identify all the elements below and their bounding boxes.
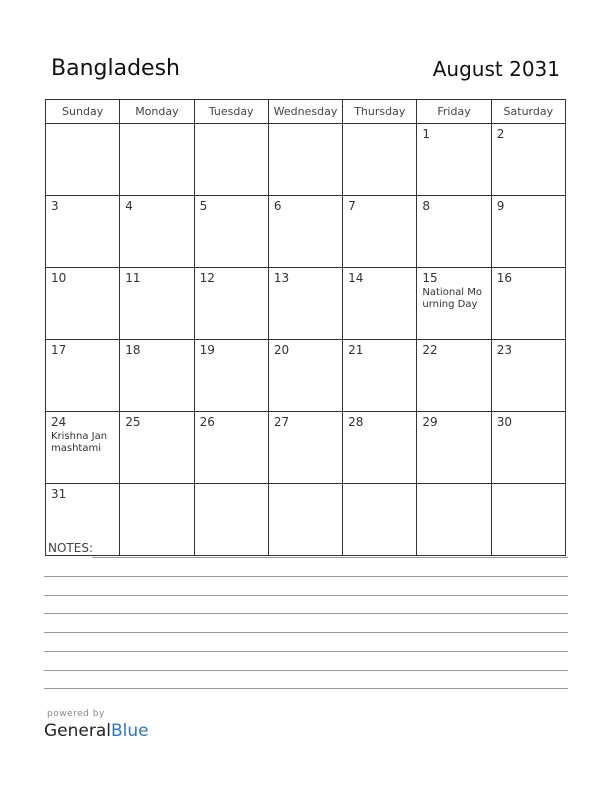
- day-cell: [120, 196, 194, 268]
- day-cell: [120, 412, 194, 484]
- day-number: 10: [51, 271, 67, 285]
- month-year-title: August 2031: [432, 57, 560, 81]
- day-number: 15: [422, 271, 438, 285]
- notes-line: [44, 651, 568, 652]
- day-cell: [46, 124, 120, 196]
- brand-general-text: General: [44, 721, 111, 741]
- day-number: 23: [496, 343, 512, 357]
- week-row: [46, 196, 566, 268]
- day-cell: [491, 196, 565, 268]
- day-cell: [491, 268, 565, 340]
- day-number: 20: [273, 343, 290, 357]
- weekday-header: Tuesday: [194, 100, 268, 124]
- day-number: 18: [125, 343, 141, 357]
- day-number: 6: [273, 199, 282, 213]
- weekday-header: Sunday: [46, 100, 120, 124]
- calendar-grid: [45, 99, 566, 556]
- holiday-label: National Mourning Day: [422, 287, 483, 310]
- day-cell: [194, 196, 268, 268]
- day-cell: [491, 124, 565, 196]
- day-cell: [268, 484, 342, 556]
- day-number: 29: [422, 415, 438, 429]
- day-cell: [120, 484, 194, 556]
- week-row: [46, 268, 566, 340]
- day-number: 16: [496, 271, 512, 285]
- day-number: 26: [199, 415, 215, 429]
- day-cell: [417, 412, 491, 484]
- day-number: 31: [51, 487, 67, 501]
- day-cell: [343, 268, 417, 340]
- day-number: 27: [273, 415, 290, 429]
- day-cell: [268, 124, 342, 196]
- notes-line: [44, 613, 568, 614]
- day-cell: [343, 124, 417, 196]
- day-cell: [417, 268, 491, 340]
- day-number: 25: [125, 415, 141, 429]
- week-row: [46, 124, 566, 196]
- weekday-header: Wednesday: [268, 100, 342, 124]
- weekday-header: Saturday: [491, 100, 565, 124]
- day-cell: [194, 268, 268, 340]
- day-number: 19: [199, 343, 215, 357]
- day-cell: [417, 484, 491, 556]
- day-number: 1: [422, 127, 431, 141]
- notes-line: [44, 670, 568, 671]
- day-cell: [268, 412, 342, 484]
- day-cell: [194, 124, 268, 196]
- notes-line: [92, 557, 568, 558]
- day-cell: [194, 340, 268, 412]
- day-number: 17: [51, 343, 67, 357]
- day-cell: [120, 340, 194, 412]
- day-number: 24: [51, 415, 67, 429]
- generalblue-logo[interactable]: [44, 721, 149, 741]
- day-number: 14: [348, 271, 364, 285]
- day-cell: [46, 412, 120, 484]
- weekday-header: Friday: [417, 100, 491, 124]
- powered-by-text: powered by: [47, 709, 105, 719]
- day-number: 13: [273, 271, 290, 285]
- day-cell: [194, 484, 268, 556]
- day-cell: [268, 340, 342, 412]
- notes-line: [44, 632, 568, 633]
- day-cell: [120, 268, 194, 340]
- day-number: 21: [348, 343, 364, 357]
- notes-label: NOTES:: [48, 541, 93, 555]
- weekday-header: Monday: [120, 100, 194, 124]
- day-cell: [120, 124, 194, 196]
- day-number: 28: [348, 415, 364, 429]
- day-number: 12: [199, 271, 215, 285]
- notes-line: [44, 595, 568, 596]
- day-cell: [491, 340, 565, 412]
- day-cell: [417, 340, 491, 412]
- week-row: [46, 340, 566, 412]
- day-cell: [343, 484, 417, 556]
- notes-line: [44, 576, 568, 577]
- week-row: [46, 412, 566, 484]
- week-row: [46, 484, 566, 556]
- day-cell: [343, 340, 417, 412]
- day-number: 30: [496, 415, 512, 429]
- day-number: 2: [496, 127, 505, 141]
- day-cell: [491, 412, 565, 484]
- day-cell: [417, 124, 491, 196]
- day-number: 8: [422, 199, 431, 213]
- day-number: 9: [496, 199, 505, 213]
- weekday-header-row: [46, 100, 566, 124]
- day-cell: [46, 268, 120, 340]
- day-number: 3: [51, 199, 59, 213]
- day-cell: [343, 412, 417, 484]
- country-title: Bangladesh: [51, 56, 180, 81]
- day-number: 5: [199, 199, 208, 213]
- weekday-header: Thursday: [343, 100, 417, 124]
- day-cell: [268, 268, 342, 340]
- day-cell: [268, 196, 342, 268]
- day-number: 7: [348, 199, 356, 213]
- day-cell: [491, 484, 565, 556]
- day-number: 4: [125, 199, 133, 213]
- notes-line: [44, 688, 568, 689]
- day-cell: [194, 412, 268, 484]
- day-number: 11: [125, 271, 141, 285]
- day-cell: [417, 196, 491, 268]
- day-number: 22: [422, 343, 438, 357]
- brand-blue-text: Blue: [111, 721, 149, 741]
- day-cell: [343, 196, 417, 268]
- day-cell: [46, 196, 120, 268]
- holiday-label: Krishna Janmashtami: [51, 431, 108, 454]
- day-cell: [46, 340, 120, 412]
